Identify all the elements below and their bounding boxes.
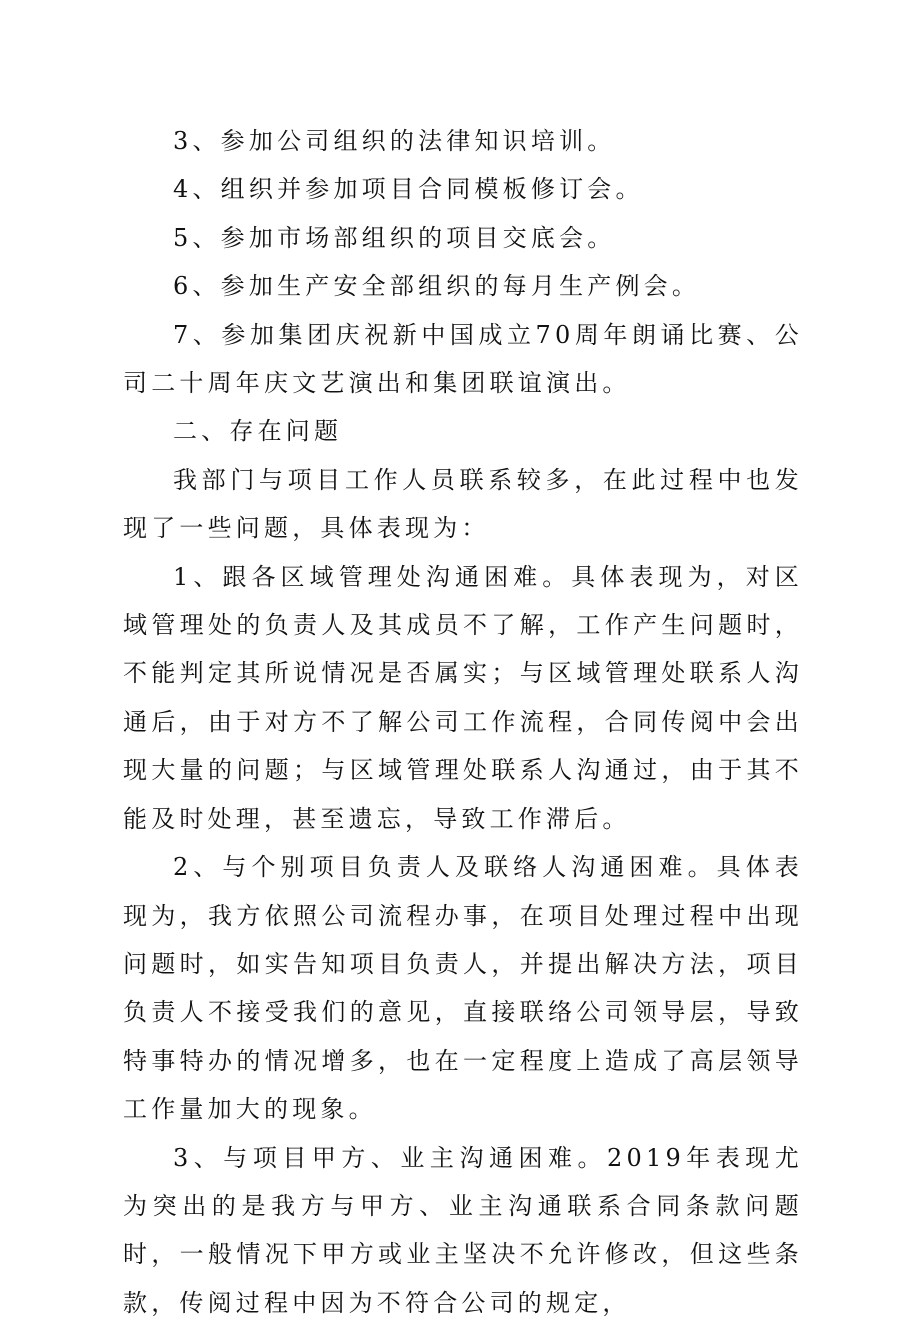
paragraph-item-4-contract-template: 4、组织并参加项目合同模板修订会。 — [173, 175, 644, 204]
paragraph-item-3-training: 3、参加公司组织的法律知识培训。 — [173, 127, 616, 155]
section-heading-problems: 二、存在问题 — [173, 417, 343, 446]
paragraph-item-5-project-briefing: 5、参加市场部组织的项目交底会。 — [173, 223, 616, 252]
paragraph-item-7-events: 7、参加集团庆祝新中国成立70周年朗诵比赛、公司二十周年庆文艺演出和集团联谊演出。 — [123, 320, 803, 398]
paragraph-problem-2: 2、与个别项目负责人及联络人沟通困难。具体表现为，我方依照公司流程办事，在项目处理过程中出现问题时，如实告知项目负责人，并提出解决方法，项目负责人不接受我们的意见，直接联络公司领导层，导致特事特办的情况增多，也在一定程度上造成了高层领导工作量加大的现象。 — [123, 853, 803, 1124]
document-body — [123, 117, 803, 1327]
paragraph-problem-1: 1、跟各区域管理处沟通困难。具体表现为，对区域管理处的负责人及其成员不了解，工作产生问题时，不能判定其所说情况是否属实；与区域管理处联系人沟通后，由于对方不了解公司工作流程，合同传阅中会出现大量的问题；与区域管理处联系人沟通过，由于其不能及时处理，甚至遗忘，导致工作滞后。 — [123, 562, 803, 833]
paragraph-problem-3: 3、与项目甲方、业主沟通困难。2019年表现尤为突出的是我方与甲方、业主沟通联系合同条款问题时，一般情况下甲方或业主坚决不允许修改，但这些条款，传阅过程中因为不符合公司的规定， — [123, 1143, 803, 1317]
paragraph-problems-intro: 我部门与项目工作人员联系较多，在此过程中也发现了一些问题，具体表现为： — [123, 465, 803, 543]
paragraph-item-6-monthly-meeting: 6、参加生产安全部组织的每月生产例会。 — [173, 272, 701, 301]
